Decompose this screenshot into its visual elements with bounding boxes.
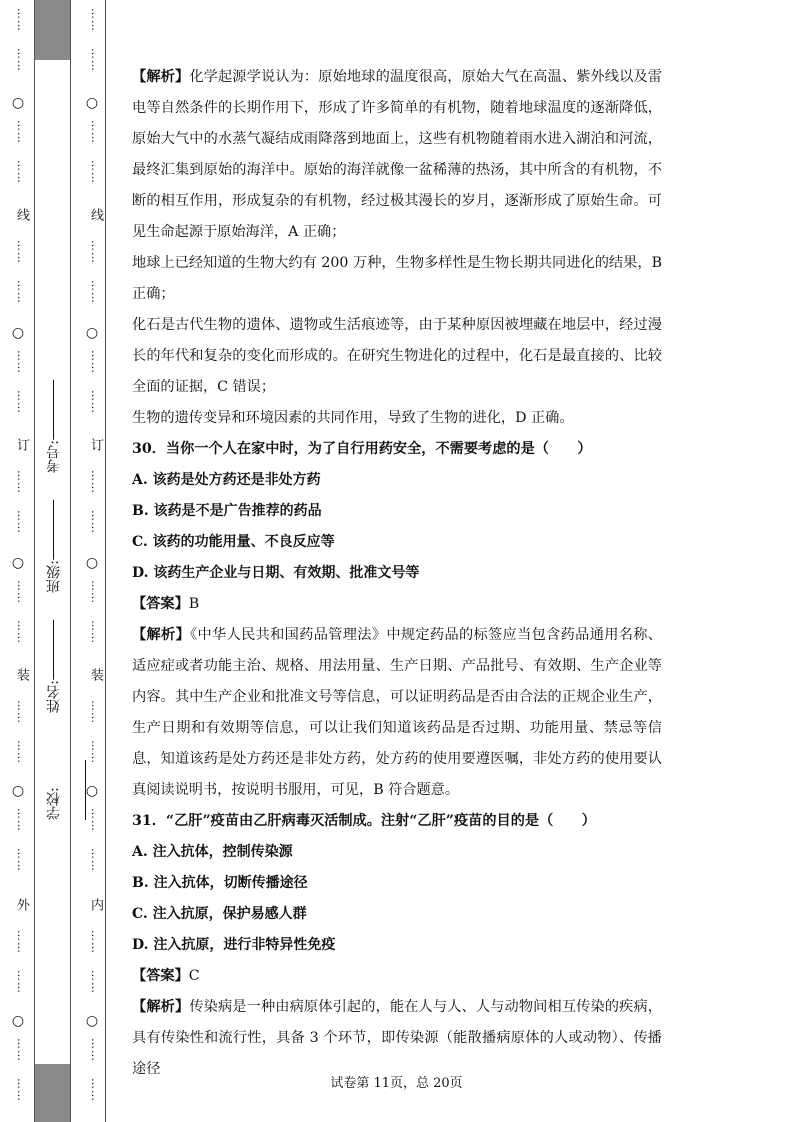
q30-stem: 30．当你一个人在家中时，为了自行用药安全，不需要考虑的是（ ） (132, 441, 592, 457)
q31-answer (132, 961, 662, 992)
binding-dots: …… (89, 48, 102, 72)
binding-dots: …… (89, 160, 102, 184)
binding-dots: …… (89, 740, 102, 764)
analysis-tag: 【解析】 (132, 999, 190, 1015)
answer-tag: 【答案】 (132, 968, 189, 984)
binding-circle: ○ (11, 95, 25, 111)
binding-dots: …… (89, 120, 102, 144)
binding-dots: …… (15, 620, 28, 644)
binding-word-inner: 内 (88, 898, 103, 911)
binding-dots: …… (89, 970, 102, 994)
binding-divider (105, 0, 106, 1122)
binding-dots: …… (15, 808, 28, 832)
answer-value: C (188, 968, 200, 984)
binding-dots: …… (15, 580, 28, 604)
binding-dots: …… (15, 930, 28, 954)
binding-dots: …… (15, 240, 28, 264)
name-label: 姓名: (46, 680, 62, 713)
q29-analysis-para-3: 化石是古代生物的遗体、遗物或生活痕迹等，由于某种原因被埋藏在地层中，经过漫长的年代和复杂的变化而形成的。在研究生物进化的过程中，化石是最直接的、比较全面的证据，C 错误； (132, 317, 662, 395)
exam-number-field[interactable] (38, 380, 70, 473)
binding-dots: …… (15, 848, 28, 872)
binding-dots: …… (89, 470, 102, 494)
school-field[interactable] (38, 740, 70, 820)
binding-dots: …… (15, 510, 28, 534)
binding-circle: ○ (11, 783, 25, 799)
binding-dots: …… (89, 280, 102, 304)
binding-dots: …… (89, 510, 102, 534)
binding-dots: …… (89, 8, 102, 32)
binding-dots: …… (15, 740, 28, 764)
binding-dots: …… (15, 350, 28, 374)
band-top-block (35, 0, 70, 60)
binding-dots: …… (89, 350, 102, 374)
binding-word-line: 线 (14, 208, 29, 221)
binding-dots: …… (89, 848, 102, 872)
q30-option-c: C. 该药的功能用量、不良反应等 (132, 534, 335, 550)
binding-dots: …… (89, 390, 102, 414)
analysis-text: 《中华人民共和国药品管理法》中规定药品的标签应当包含药品通用名称、适应症或者功能主治、规格、用法用量、生产日期、产品批号、有效期、生产企业等内容。其中生产企业和批准文号等信息，可以证明药品是否由合法的正规企业生产，生产日期和有效期等信息，可以让我们知道该药品是否过期、功能用量、禁忌等信息，知道该药是处方药还是非处方药，处方药的使用要遵医嘱，非处方药的使用要认真阅读说明书，按说明书服用，可见，B 符合题意。 (132, 627, 662, 798)
q29-analysis-para-4: 生物的遗传变异和环境因素的共同作用，导致了生物的进化，D 正确。 (132, 410, 574, 426)
binding-word-bind: 装 (14, 668, 29, 681)
binding-circle: ○ (11, 555, 25, 571)
analysis-text: 传染病是一种由病原体引起的，能在人与人、人与动物间相互传染的疾病，具有传染性和流行性，具备 3 个环节，即传染源（能散播病原体的人或动物）、传播途径 (132, 999, 662, 1077)
outer-binding-column (8, 0, 28, 1122)
binding-dots: …… (89, 808, 102, 832)
binding-dots: …… (15, 470, 28, 494)
binding-dots: …… (89, 930, 102, 954)
binding-dots: …… (89, 1038, 102, 1062)
binding-word-line: 线 (88, 208, 103, 221)
binding-dots: …… (15, 160, 28, 184)
q31-option-a: A. 注入抗体，控制传染源 (132, 844, 293, 860)
inner-binding-column (82, 0, 102, 1122)
binding-circle: ○ (85, 95, 99, 111)
binding-circle: ○ (11, 1013, 25, 1029)
exam-number-label: 考号: (46, 440, 62, 473)
q30-option-b: B. 该药是不是广告推荐的药品 (132, 503, 322, 519)
binding-dots: …… (89, 620, 102, 644)
q30-analysis (132, 620, 662, 806)
binding-dots: …… (15, 700, 28, 724)
binding-dots: …… (15, 1038, 28, 1062)
binding-circle: ○ (85, 783, 99, 799)
binding-circle: ○ (85, 1013, 99, 1029)
analysis-tag: 【解析】 (132, 69, 190, 85)
binding-dots: …… (89, 1078, 102, 1102)
binding-dots: …… (15, 390, 28, 414)
answer-tag: 【答案】 (132, 596, 189, 612)
binding-circle: ○ (85, 555, 99, 571)
q30-answer (132, 589, 662, 620)
q30-option-d: D. 该药生产企业与日期、有效期、批准文号等 (132, 565, 420, 581)
binding-dots: …… (89, 700, 102, 724)
binding-circle: ○ (11, 325, 25, 341)
binding-dots: …… (15, 8, 28, 32)
exam-content (132, 62, 662, 1085)
class-label: 班级: (46, 560, 62, 593)
binding-dots: …… (15, 970, 28, 994)
q31-option-c: C. 注入抗原，保护易感人群 (132, 906, 307, 922)
q31-option-d: D. 注入抗原，进行非特异性免疫 (132, 937, 336, 953)
binding-word-bind: 装 (88, 668, 103, 681)
binding-word-order: 订 (88, 438, 103, 451)
analysis-tag: 【解析】 (132, 627, 191, 643)
answer-value: B (188, 596, 200, 612)
q29-analysis-para-2: 地球上已经知道的生物大约有 200 万种，生物多样性是生物长期共同进化的结果，B 正确； (132, 255, 662, 302)
q29-analysis-para-1 (132, 62, 662, 248)
class-field[interactable] (38, 500, 70, 593)
binding-circle: ○ (85, 325, 99, 341)
binding-dots: …… (89, 580, 102, 604)
binding-dots: …… (89, 240, 102, 264)
page-footer: 试卷第 11页，总 20页 (330, 1076, 463, 1091)
q31-option-b: B. 注入抗体，切断传播途径 (132, 875, 308, 891)
binding-dots: …… (15, 120, 28, 144)
student-info-fields (38, 320, 70, 820)
q30-option-a: A. 该药是处方药还是非处方药 (132, 472, 321, 488)
binding-word-outer: 外 (14, 898, 29, 911)
binding-dots: …… (15, 280, 28, 304)
binding-dots: …… (15, 1078, 28, 1102)
q31-stem: 31．“乙肝”疫苗由乙肝病毒灭活制成。注射“乙肝”疫苗的目的是（ ） (132, 813, 596, 829)
name-field[interactable] (38, 620, 70, 713)
binding-word-order: 订 (14, 438, 29, 451)
analysis-text: 化学起源学说认为：原始地球的温度很高，原始大气在高温、紫外线以及雷电等自然条件的长期作用下，形成了许多简单的有机物，随着地球温度的逐渐降低，原始大气中的水蒸气凝结成雨降落到地面上，这些有机物随着雨水进入湖泊和河流，最终汇集到原始的海洋中。原始的海洋就像一盆稀薄的热汤，其中所含的有机物，不断的相互作用，形成复杂的有机物，经过极其漫长的岁月，逐渐形成了原始生命。可见生命起源于原始海洋，A 正确； (132, 69, 662, 240)
binding-dots: …… (15, 48, 28, 72)
school-label: 学校: (46, 787, 62, 820)
